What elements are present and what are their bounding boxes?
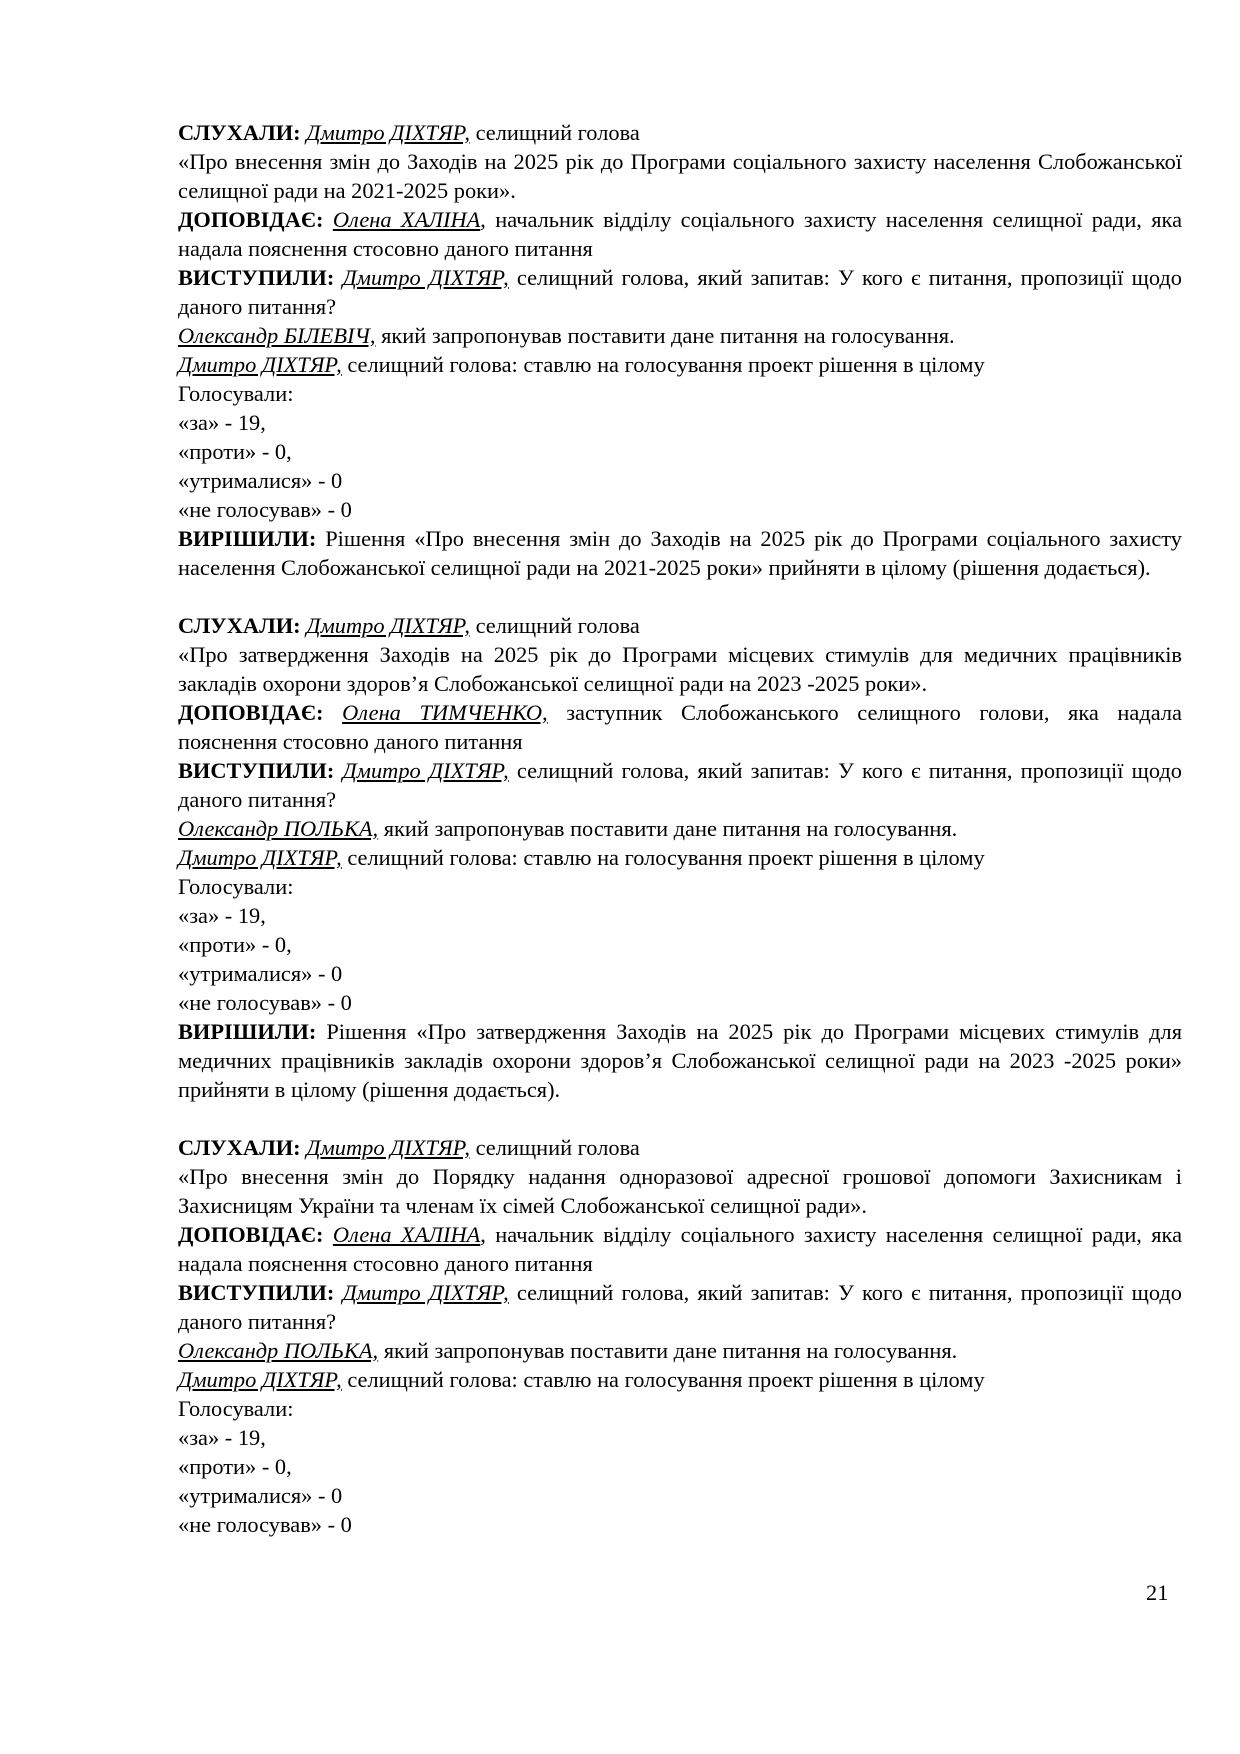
heard-line xyxy=(178,118,1182,147)
decision-label: ВИРІШИЛИ: xyxy=(178,526,317,551)
heard-line xyxy=(178,1133,1182,1162)
chair-line xyxy=(178,1365,1182,1394)
decision-label: ВИРІШИЛИ: xyxy=(178,1019,317,1044)
topic-text: «Про внесення змін до Заходів на 2025 рік до Програми соціального захисту населення Слобожанської селищної ради на 2021-2025 роки». xyxy=(178,149,1182,203)
spoke-label: ВИСТУПИЛИ: xyxy=(178,758,335,783)
proposer-line xyxy=(178,321,1182,350)
spoke-label: ВИСТУПИЛИ: xyxy=(178,265,335,290)
reporter-text: , начальник відділу соціального захисту населення селищної ради, яка надала пояснення стосовно даного питання xyxy=(178,207,1183,261)
vote-abstained: «утрималися» - 0 xyxy=(178,961,343,986)
vote-not-voted: «не голосував» - 0 xyxy=(178,990,352,1015)
reporter-line xyxy=(178,1220,1182,1278)
speaker-name: Дмитро ДІХТЯР, xyxy=(306,1135,470,1160)
chair-text: селищний голова: ставлю на голосування проект рішення в цілому xyxy=(341,352,985,377)
heard-label: СЛУХАЛИ: xyxy=(178,613,301,638)
proposer-name: Олександр ПОЛЬКА, xyxy=(178,816,379,841)
reporter-name: Олена ТИМЧЕНКО, xyxy=(342,700,548,725)
decision-line xyxy=(178,524,1182,582)
reporter-text: , начальник відділу соціального захисту населення селищної ради, яка надала пояснення стосовно даного питання xyxy=(178,1222,1183,1276)
vote-for: «за» - 19, xyxy=(178,903,266,928)
document-body xyxy=(178,118,1182,1539)
agenda-item-1 xyxy=(178,118,1182,582)
chair-line xyxy=(178,350,1182,379)
vote-against: «проти» - 0, xyxy=(178,932,292,957)
reporter-label: ДОПОВІДАЄ: xyxy=(178,1222,324,1247)
reporter-line xyxy=(178,698,1182,756)
chair-name: Дмитро ДІХТЯР, xyxy=(178,1367,342,1392)
spoke-name: Дмитро ДІХТЯР, xyxy=(342,1280,509,1305)
spoke-text: селищний голова, який запитав: У кого є питання, пропозиції щодо даного питання? xyxy=(178,265,1182,319)
proposer-text: який запропонував поставити дане питання на голосування. xyxy=(375,323,955,348)
agenda-item-3 xyxy=(178,1133,1182,1539)
page-number: 21 xyxy=(1146,1580,1169,1605)
vote-abstained: «утрималися» - 0 xyxy=(178,1483,343,1508)
chair-name: Дмитро ДІХТЯР, xyxy=(178,845,342,870)
speaker-role: селищний голова xyxy=(469,120,640,145)
chair-line xyxy=(178,843,1182,872)
reporter-label: ДОПОВІДАЄ: xyxy=(178,700,324,725)
proposer-line xyxy=(178,1336,1182,1365)
spoke-text: селищний голова, який запитав: У кого є питання, пропозиції щодо даного питання? xyxy=(178,1280,1182,1334)
decision-text: Рішення «Про внесення змін до Заходів на 2025 рік до Програми соціального захисту населення Слобожанської селищної ради на 2021-2025 роки» прийняти в цілому (рішення додається). xyxy=(178,526,1182,580)
topic-text: «Про внесення змін до Порядку надання одноразової адресної грошової допомоги Захисникам і Захисницям України та членам їх сімей Слобожанської селищної ради». xyxy=(178,1164,1182,1218)
speaker-name: Дмитро ДІХТЯР, xyxy=(306,120,470,145)
speaker-role: селищний голова xyxy=(469,613,640,638)
spoke-line xyxy=(178,263,1182,321)
spoke-label: ВИСТУПИЛИ: xyxy=(178,1280,335,1305)
spoke-name: Дмитро ДІХТЯР, xyxy=(342,265,509,290)
vote-not-voted: «не голосував» - 0 xyxy=(178,1512,352,1537)
proposer-name: Олександр ПОЛЬКА, xyxy=(178,1338,379,1363)
heard-label: СЛУХАЛИ: xyxy=(178,120,301,145)
proposer-name: Олександр БІЛЕВІЧ, xyxy=(178,323,376,348)
heard-line xyxy=(178,611,1182,640)
spoke-text: селищний голова, який запитав: У кого є питання, пропозиції щодо даного питання? xyxy=(178,758,1182,812)
spoke-line xyxy=(178,756,1182,814)
heard-label: СЛУХАЛИ: xyxy=(178,1135,301,1160)
vote-for: «за» - 19, xyxy=(178,410,266,435)
vote-not-voted: «не голосував» - 0 xyxy=(178,497,352,522)
votes-title: Голосували: xyxy=(178,874,294,899)
decision-text: Рішення «Про затвердження Заходів на 2025 рік до Програми місцевих стимулів для медичних працівників закладів охорони здоров’я Слобожанської селищної ради на 2023 -2025 роки» прийняти в цілому (рішення додається). xyxy=(178,1019,1182,1102)
reporter-label: ДОПОВІДАЄ: xyxy=(178,207,324,232)
chair-name: Дмитро ДІХТЯР, xyxy=(178,352,342,377)
vote-abstained: «утрималися» - 0 xyxy=(178,468,343,493)
topic-text: «Про затвердження Заходів на 2025 рік до Програми місцевих стимулів для медичних працівників закладів охорони здоров’я Слобожанської селищної ради на 2023 -2025 роки». xyxy=(178,642,1182,696)
reporter-text: заступник Слобожанського селищного голови, яка надала пояснення стосовно даного питання xyxy=(178,700,1182,754)
reporter-name: Олена ХАЛІНА xyxy=(332,207,481,232)
speaker-name: Дмитро ДІХТЯР, xyxy=(306,613,470,638)
votes-title: Голосували: xyxy=(178,381,294,406)
spoke-line xyxy=(178,1278,1182,1336)
reporter-line xyxy=(178,205,1182,263)
proposer-text: який запропонував поставити дане питання на голосування. xyxy=(378,1338,958,1363)
decision-line xyxy=(178,1017,1182,1104)
proposer-text: який запропонував поставити дане питання на голосування. xyxy=(378,816,958,841)
spoke-name: Дмитро ДІХТЯР, xyxy=(342,758,509,783)
reporter-name: Олена ХАЛІНА xyxy=(332,1222,481,1247)
agenda-item-2 xyxy=(178,611,1182,1104)
chair-text: селищний голова: ставлю на голосування проект рішення в цілому xyxy=(341,1367,985,1392)
chair-text: селищний голова: ставлю на голосування проект рішення в цілому xyxy=(341,845,985,870)
speaker-role: селищний голова xyxy=(469,1135,640,1160)
votes-title: Голосували: xyxy=(178,1396,294,1421)
proposer-line xyxy=(178,814,1182,843)
vote-for: «за» - 19, xyxy=(178,1425,266,1450)
vote-against: «проти» - 0, xyxy=(178,439,292,464)
vote-against: «проти» - 0, xyxy=(178,1454,292,1479)
